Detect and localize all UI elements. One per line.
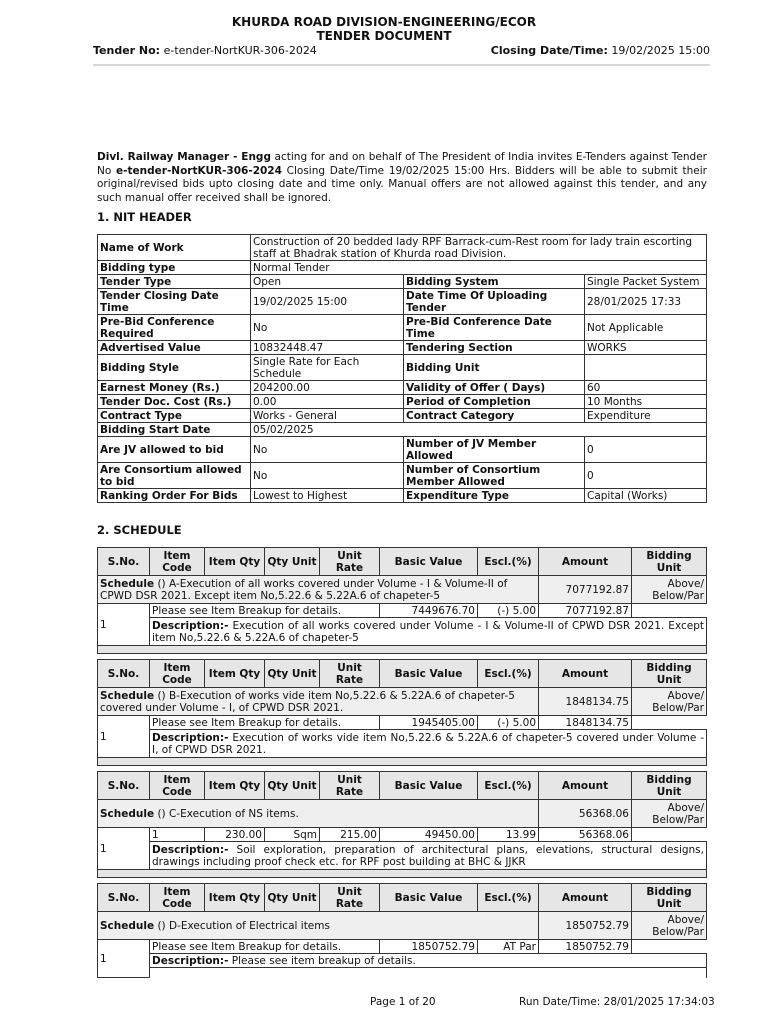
col-header: Amount (539, 884, 632, 912)
page-number: Page 1 of 20 (370, 996, 436, 1008)
nit-label: Ranking Order For Bids (98, 489, 251, 503)
closing-value: 19/02/2025 15:00 (611, 44, 710, 57)
item-row (98, 828, 707, 842)
nit-value: 0.00 (251, 395, 404, 409)
item-sno: 1 (98, 828, 150, 870)
spacer-row (98, 646, 707, 654)
nit-value: 0 (585, 463, 707, 489)
col-header: Unit Rate (320, 660, 380, 688)
col-header: Qty Unit (265, 660, 320, 688)
nit-value: Single Packet System (585, 275, 707, 289)
item-escl: AT Par (478, 940, 539, 954)
schedule-label: Schedule (100, 807, 155, 820)
nit-row (98, 409, 707, 423)
nit-row (98, 381, 707, 395)
item-sno: 1 (98, 940, 150, 978)
intro-tender-no: e-tender-NortKUR-306-2024 (116, 164, 282, 177)
item-escl: 13.99 (478, 828, 539, 842)
description-label: Description:- (152, 843, 229, 856)
col-header: Item Qty (205, 884, 265, 912)
schedule-heading: 2. SCHEDULE (97, 523, 182, 537)
nit-label: Bidding Start Date (98, 423, 251, 437)
col-header: Unit Rate (320, 548, 380, 576)
col-header: Item Qty (205, 772, 265, 800)
nit-row (98, 463, 707, 489)
nit-value: 19/02/2025 15:00 (251, 289, 404, 315)
item-sno: 1 (98, 604, 150, 646)
nit-label: Expenditure Type (404, 489, 585, 503)
col-header: Amount (539, 548, 632, 576)
schedule-text: () B-Execution of works vide item No,5.22.6 & 5.22A.6 of chapeter-5 covered under Volume - I, of CPWD DSR 2021. (100, 689, 515, 714)
header-divider (93, 64, 710, 66)
nit-row (98, 261, 707, 275)
nit-row (98, 423, 707, 437)
nit-label: Pre-Bid Conference Date Time (404, 315, 585, 341)
schedule-label: Schedule (100, 577, 155, 590)
description-text: Execution of works vide item No,5.22.6 & 5.22A.6 of chapeter-5 covered under Volume - I, of CPWD DSR 2021. (152, 731, 704, 756)
spacer-cell (98, 758, 707, 766)
schedule-header-row (98, 884, 707, 912)
col-header: Qty Unit (265, 548, 320, 576)
nit-value: Construction of 20 bedded lady RPF Barrack-cum-Rest room for lady train escorting staff at Bhadrak station of Khurda road Division. (251, 235, 707, 261)
schedule-table-a (97, 547, 707, 654)
schedule-row (98, 688, 707, 716)
item-basic-value: 1945405.00 (380, 716, 478, 730)
col-header: S.No. (98, 660, 150, 688)
schedule-name (98, 800, 539, 828)
nit-label: Number of Consortium Member Allowed (404, 463, 585, 489)
col-header: Item Code (150, 660, 205, 688)
tender-no-value: e-tender-NortKUR-306-2024 (163, 44, 317, 57)
spacer-cell (98, 870, 707, 878)
schedule-text: () D-Execution of Electrical items (154, 919, 330, 932)
nit-label: Bidding Style (98, 355, 251, 381)
continuation-row (98, 968, 707, 978)
nit-value: No (251, 315, 404, 341)
col-header: Basic Value (380, 548, 478, 576)
nit-value: 60 (585, 381, 707, 395)
description-row (98, 730, 707, 758)
continuation-cell (150, 968, 707, 978)
schedule-name (98, 912, 539, 940)
authority: Divl. Railway Manager - Engg (97, 151, 271, 163)
empty-cell (632, 716, 707, 730)
spacer-cell (98, 646, 707, 654)
col-header: Bidding Unit (632, 772, 707, 800)
item-row (98, 604, 707, 618)
col-header: Bidding Unit (632, 548, 707, 576)
schedule-label: Schedule (100, 689, 155, 702)
schedule-label: Schedule (100, 919, 155, 932)
col-header: Qty Unit (265, 772, 320, 800)
nit-label: Validity of Offer ( Days) (404, 381, 585, 395)
nit-value: 05/02/2025 (251, 423, 707, 437)
spacer-row (98, 870, 707, 878)
nit-label: Pre-Bid Conference Required (98, 315, 251, 341)
item-amount: 7077192.87 (539, 604, 632, 618)
item-sno: 1 (98, 716, 150, 758)
schedule-name (98, 688, 539, 716)
nit-value: 204200.00 (251, 381, 404, 395)
col-header: Amount (539, 660, 632, 688)
item-description (150, 730, 707, 758)
description-row (98, 842, 707, 870)
item-text: Please see Item Breakup for details. (150, 604, 380, 618)
col-header: Escl.(%) (478, 548, 539, 576)
item-description (150, 618, 707, 646)
nit-value: Normal Tender (251, 261, 707, 275)
nit-label: Bidding System (404, 275, 585, 289)
nit-row (98, 355, 707, 381)
nit-value: Capital (Works) (585, 489, 707, 503)
nit-row (98, 395, 707, 409)
schedule-header-row (98, 548, 707, 576)
col-header: S.No. (98, 884, 150, 912)
item-escl: (-) 5.00 (478, 604, 539, 618)
nit-value: No (251, 437, 404, 463)
header-tender-line (93, 44, 710, 58)
item-description (150, 842, 707, 870)
col-header: Escl.(%) (478, 772, 539, 800)
col-header: Bidding Unit (632, 884, 707, 912)
item-text: Please see Item Breakup for details. (150, 716, 380, 730)
item-qty: 230.00 (205, 828, 265, 842)
closing-label: Closing Date/Time: (490, 44, 608, 57)
col-header: Basic Value (380, 884, 478, 912)
nit-row (98, 275, 707, 289)
nit-value: Expenditure (585, 409, 707, 423)
nit-label: Date Time Of Uploading Tender (404, 289, 585, 315)
nit-label: Bidding type (98, 261, 251, 275)
description-text: Please see item breakup of details. (228, 954, 416, 967)
col-header: Escl.(%) (478, 660, 539, 688)
item-amount: 1850752.79 (539, 940, 632, 954)
schedule-bidding-unit: Above/ Below/Par (632, 800, 707, 828)
col-header: Basic Value (380, 772, 478, 800)
schedule-table-c (97, 771, 707, 878)
description-label: Description:- (152, 731, 229, 744)
division-title: KHURDA ROAD DIVISION-ENGINEERING/ECOR (231, 15, 537, 29)
nit-row (98, 437, 707, 463)
schedule-table-d (97, 883, 707, 978)
nit-value: Not Applicable (585, 315, 707, 341)
nit-value: 10832448.47 (251, 341, 404, 355)
nit-label: Number of JV Member Allowed (404, 437, 585, 463)
nit-label: Contract Type (98, 409, 251, 423)
nit-label: Tender Type (98, 275, 251, 289)
nit-row (98, 489, 707, 503)
nit-label: Earnest Money (Rs.) (98, 381, 251, 395)
document-title: TENDER DOCUMENT (316, 29, 452, 43)
schedule-amount: 56368.06 (539, 800, 632, 828)
nit-value (585, 355, 707, 381)
nit-label: Are JV allowed to bid (98, 437, 251, 463)
item-basic-value: 49450.00 (380, 828, 478, 842)
schedule-row (98, 576, 707, 604)
col-header: Unit Rate (320, 884, 380, 912)
empty-cell (632, 940, 707, 954)
schedule-bidding-unit: Above/ Below/Par (632, 576, 707, 604)
col-header: Amount (539, 772, 632, 800)
col-header: Bidding Unit (632, 660, 707, 688)
description-text: Execution of all works covered under Volume - I & Volume-II of CPWD DSR 2021. Except item No,5.22.6 & 5.22A.6 of chapeter-5 (152, 619, 704, 644)
empty-cell (632, 604, 707, 618)
description-text: Soil exploration, preparation of architectural plans, elevations, structural designs, drawings including proof check etc. for RPF post building at BHC & JJKR (152, 843, 704, 868)
nit-value: Lowest to Highest (251, 489, 404, 503)
item-unit-rate: 215.00 (320, 828, 380, 842)
col-header: S.No. (98, 548, 150, 576)
nit-label: Are Consortium allowed to bid (98, 463, 251, 489)
nit-label: Bidding Unit (404, 355, 585, 381)
col-header: Qty Unit (265, 884, 320, 912)
col-header: Item Code (150, 772, 205, 800)
closing-datetime (491, 44, 710, 58)
description-label: Description:- (152, 954, 229, 967)
item-row (98, 716, 707, 730)
col-header: Escl.(%) (478, 884, 539, 912)
nit-value: WORKS (585, 341, 707, 355)
schedule-table-b (97, 659, 707, 766)
col-header: Item Qty (205, 660, 265, 688)
col-header: Basic Value (380, 660, 478, 688)
nit-value: Open (251, 275, 404, 289)
item-row (98, 940, 707, 954)
schedule-row (98, 800, 707, 828)
intro-paragraph (97, 151, 707, 206)
nit-row (98, 235, 707, 261)
item-amount: 56368.06 (539, 828, 632, 842)
nit-row (98, 341, 707, 355)
item-escl: (-) 5.00 (478, 716, 539, 730)
nit-value: 28/01/2025 17:33 (585, 289, 707, 315)
tender-no-label: Tender No: (93, 44, 161, 57)
nit-header-table (97, 234, 707, 503)
run-datetime: Run Date/Time: 28/01/2025 17:34:03 (519, 996, 715, 1008)
intro-text-2: Closing Date/Time 19/02/2025 15:00 Hrs. Bidders will be able to submit their original/revised bids upto closing date and time only. Manual offers are not allowed against this tender, and any such manual offer received shall be ignored. (97, 164, 707, 205)
col-header: Item Qty (205, 548, 265, 576)
schedule-header-row (98, 772, 707, 800)
item-qty-unit: Sqm (265, 828, 320, 842)
item-basic-value: 1850752.79 (380, 940, 478, 954)
item-code: 1 (150, 828, 205, 842)
description-row (98, 954, 707, 968)
item-text: Please see Item Breakup for details. (150, 940, 380, 954)
nit-row (98, 289, 707, 315)
item-description (150, 954, 707, 968)
schedule-header-row (98, 660, 707, 688)
description-row (98, 618, 707, 646)
item-amount: 1848134.75 (539, 716, 632, 730)
nit-label: Name of Work (98, 235, 251, 261)
item-basic-value: 7449676.70 (380, 604, 478, 618)
nit-row (98, 315, 707, 341)
schedule-text: () A-Execution of all works covered under Volume - I & Volume-II of CPWD DSR 2021. Except item No,5.22.6 & 5.22A.6 of chapeter-5 (100, 577, 508, 602)
col-header: Unit Rate (320, 772, 380, 800)
schedule-text: () C-Execution of NS items. (154, 807, 299, 820)
nit-label: Contract Category (404, 409, 585, 423)
col-header: Item Code (150, 548, 205, 576)
col-header: Item Code (150, 884, 205, 912)
schedule-row (98, 912, 707, 940)
empty-cell (632, 828, 707, 842)
col-header: S.No. (98, 772, 150, 800)
schedule-bidding-unit: Above/ Below/Par (632, 688, 707, 716)
nit-label: Advertised Value (98, 341, 251, 355)
nit-value: Single Rate for Each Schedule (251, 355, 404, 381)
nit-value: Works - General (251, 409, 404, 423)
schedule-amount: 1848134.75 (539, 688, 632, 716)
nit-label: Tender Doc. Cost (Rs.) (98, 395, 251, 409)
schedule-amount: 7077192.87 (539, 576, 632, 604)
schedule-amount: 1850752.79 (539, 912, 632, 940)
nit-label: Period of Completion (404, 395, 585, 409)
nit-header-heading: 1. NIT HEADER (97, 210, 192, 224)
spacer-row (98, 758, 707, 766)
nit-label: Tendering Section (404, 341, 585, 355)
intro-text-1: acting for and on behalf of The President of India invites E-Tenders against Tender No (97, 151, 707, 177)
schedule-name (98, 576, 539, 604)
nit-value: 0 (585, 437, 707, 463)
nit-value: No (251, 463, 404, 489)
nit-value: 10 Months (585, 395, 707, 409)
schedule-bidding-unit: Above/ Below/Par (632, 912, 707, 940)
description-label: Description:- (152, 619, 229, 632)
nit-label: Tender Closing Date Time (98, 289, 251, 315)
